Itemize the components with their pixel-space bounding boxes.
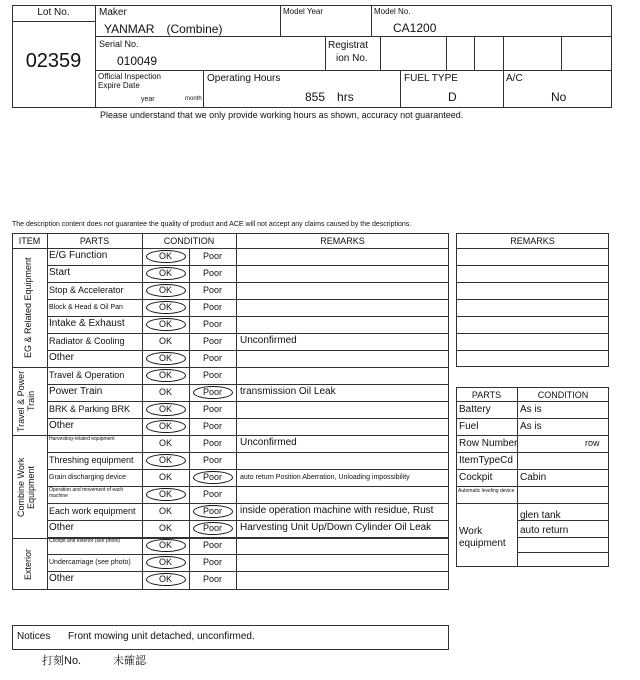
serial-value: 010049 [117,54,158,68]
side-divider [456,452,609,453]
header-divider [280,5,281,36]
ok-circle-mark [146,454,186,467]
row-ok-option: OK [158,557,172,567]
lot-value: 02359 [25,50,82,72]
fuel-type-label: FUEL TYPE [404,73,458,84]
row-poor-option: Poor [202,268,222,278]
row-divider [47,367,449,368]
registration-label: Registrat [328,40,369,51]
row-divider [47,571,449,572]
stamp-label: 打刻No. [42,655,82,667]
header-divider [95,36,612,37]
row-part-label: BRK & Parking BRK [49,404,131,414]
side-divider [456,401,609,402]
row-part-label: Each work equipment [49,506,136,516]
row-remark: Unconfirmed [240,335,297,346]
header-divider [371,5,372,36]
row-part-label: Stop & Accelerator [49,285,124,295]
registration-label: ion No. [336,53,368,64]
row-part-label: Operation and movement of each machine [49,487,124,499]
row-poor-option: Poor [202,421,222,431]
fuel-value: As is [520,421,542,432]
ok-circle-mark [146,539,186,552]
row-part-label: Threshing equipment [49,455,134,465]
ok-circle-mark [146,403,186,416]
row-remark: auto return Position Aberration, Unloading impossibility [240,474,410,481]
row-remark: Unconfirmed [240,437,297,448]
hours-value: 855 hrs [305,90,354,104]
header-divider [503,36,504,70]
ac-label: A/C [506,73,523,84]
row-ok-option: OK [158,523,172,533]
row-divider [47,265,449,266]
row-ok-option: OK [158,302,172,312]
row-divider [47,282,449,283]
row-ok-option: OK [158,319,172,329]
cockpit-value: Cabin [520,472,547,483]
side-divider [456,469,609,470]
row-divider [47,469,449,470]
item-type-label: ItemTypeCd [459,455,513,466]
notices-label: Notices [17,631,51,642]
model-no-label: Model No. [374,7,411,16]
cockpit-label: Cockpit [459,472,493,483]
header-divider [400,70,401,108]
right-remarks-header: REMARKS [510,236,555,246]
ac-value: No [551,90,567,104]
row-ok-option: OK [158,438,172,448]
side-divider [517,387,518,567]
ok-circle-mark [146,352,186,365]
row-divider [47,299,449,300]
row-ok-option: OK [158,421,172,431]
right-remarks-divider [456,316,609,317]
header-divider [503,70,504,108]
lot-label: Lot No. [37,7,70,18]
header-divider [12,21,95,22]
row-ok-option: OK [158,404,172,414]
row-poor-option: Poor [202,251,222,261]
row-ok-option: OK [158,336,172,346]
row-part-label: Harvesting-related equipment [49,436,115,442]
side-divider [456,435,609,436]
serial-label: Serial No. [99,39,139,49]
col-condition-header: CONDITION [163,236,215,246]
poor-circle-mark [193,471,233,484]
row-ok-option: OK [158,353,172,363]
row-part-label: Other [49,352,75,363]
row-poor-option: Poor [202,404,222,414]
row-ok-option: OK [158,370,172,380]
ok-circle-mark [146,573,186,586]
row-part-label: Power Train [49,386,103,397]
maker-value: YANMAR (Combine) [104,22,223,36]
header-divider [95,5,96,108]
row-part-label: Intake & Exhaust [49,318,125,329]
row-remark: transmission Oil Leak [240,386,336,397]
group-label-travel-line: Train [25,390,36,412]
row-ok-option: OK [158,472,172,482]
work-equipment-value: glen tank [520,510,561,521]
row-part-label: E/G Function [49,250,108,261]
row-divider [47,316,449,317]
group-label-eg: EG & Related Equipment [23,257,33,359]
row-part-label: Other [49,420,75,431]
row-poor-option: Poor [202,319,222,329]
row-ok-option: OK [158,574,172,584]
ok-circle-mark [146,267,186,280]
header-divider [203,70,204,108]
col-parts-header: PARTS [79,236,110,246]
row-part-label: Start [49,267,71,278]
poor-circle-mark [193,505,233,518]
row-ok-option: OK [158,387,172,397]
row-poor-option: Poor [202,285,222,295]
row-divider [47,554,449,555]
row-ok-option: OK [158,455,172,465]
work-equipment-label: equipment [459,538,506,549]
row-part-label: Other [49,573,75,584]
row-part-label: Undercarriage (see photo) [49,559,131,566]
side-divider [517,537,609,538]
row-poor-option: Poor [202,557,222,567]
right-remarks-table [456,233,609,367]
row-part-label: Other [49,522,75,533]
row-ok-option: OK [158,506,172,516]
poor-circle-mark [193,386,233,399]
row-divider [47,452,449,453]
header-divider [561,36,562,70]
row-ok-option: OK [158,540,172,550]
row-poor-option: Poor [202,353,222,363]
row-poor-option: Poor [202,455,222,465]
side-divider [456,418,609,419]
right-remarks-divider [456,350,609,351]
col-item-header: ITEM [18,236,41,246]
row-divider [47,401,449,402]
group-label-travel [17,370,37,432]
row-divider [47,333,449,334]
ok-circle-mark [146,250,186,263]
row-poor-option: Poor [202,302,222,312]
header-divider [446,36,447,70]
row-part-label: Grain discharging device [49,474,127,481]
row-divider [47,503,449,504]
row-ok-option: OK [158,489,172,499]
fuel-type-value: D [448,90,457,104]
ok-circle-mark [146,369,186,382]
col-remarks-header: REMARKS [320,236,365,246]
ok-circle-mark [146,301,186,314]
row-poor-option: Poor [202,472,222,482]
row-divider [47,350,449,351]
right-remarks-divider [456,282,609,283]
row-poor-option: Poor [202,370,222,380]
hours-label: Operating Hours [207,73,281,84]
fuel-label: Fuel [459,421,479,432]
side-col-condition-header: CONDITION [537,390,589,400]
month-label: month [185,96,202,102]
header-divider [95,70,612,71]
row-poor-option: Poor [202,523,222,533]
row-number-value: row [585,438,600,448]
row-remark: inside operation machine with residue, Rust [240,505,434,516]
right-remarks-divider [456,265,609,266]
work-equipment-label: Work [459,526,483,537]
row-ok-option: OK [158,268,172,278]
header-divider [474,36,475,70]
work-equipment-value: auto return [520,525,569,536]
inspection-label: Expire Date [98,81,140,90]
inspection-label: Official Inspection [98,72,161,81]
row-part-label: Cockpit and exterior (see photo) [49,538,121,544]
ok-circle-mark [146,556,186,569]
maker-label: Maker [99,7,127,18]
row-remark: Harvesting Unit Up/Down Cylinder Oil Leak [240,522,432,533]
row-ok-option: OK [158,285,172,295]
row-poor-option: Poor [202,387,222,397]
group-label-combine-line: Equipment [25,465,36,510]
ok-circle-mark [146,318,186,331]
group-label-travel-line: Travel & Power [16,370,26,432]
ok-circle-mark [146,488,186,501]
row-poor-option: Poor [202,574,222,584]
model-year-label: Model Year [283,7,324,16]
row-poor-option: Poor [202,438,222,448]
side-col-parts-header: PARTS [471,390,502,400]
ok-circle-mark [146,420,186,433]
battery-value: As is [520,404,542,415]
disclaimer: The description content does not guarantee the quality of product and ACE will not accept any claims caused by the descriptions. [12,221,412,228]
row-poor-option: Poor [202,336,222,346]
row-poor-option: Poor [202,506,222,516]
group-label-exterior: Exterior [23,548,33,580]
battery-label: Battery [459,404,491,415]
row-divider [47,418,449,419]
row-ok-option: OK [158,251,172,261]
notices-text: Front mowing unit detached, unconfirmed. [68,631,255,642]
right-remarks-divider [456,248,609,249]
row-number-label: Row Number [459,438,518,449]
row-part-label: Block & Head & Oil Pan [49,304,123,311]
row-part-label: Radiator & Cooling [49,336,125,346]
poor-circle-mark [193,522,233,535]
group-label-combine [17,440,37,535]
header-divider [380,36,381,70]
row-divider [47,384,449,385]
hours-accuracy-note: Please understand that we only provide working hours as shown, accuracy not guaranteed. [100,110,464,120]
right-remarks-divider [456,299,609,300]
row-part-label: Travel & Operation [49,370,125,380]
row-poor-option: Poor [202,540,222,550]
group-label-combine-line: Combine Work [16,457,26,518]
table-divider [12,248,449,249]
row-poor-option: Poor [202,489,222,499]
right-remarks-divider [456,333,609,334]
ok-circle-mark [146,284,186,297]
year-label: year [141,96,155,103]
side-divider [456,486,609,487]
auto-leveling-label: Automatic leveling device [458,488,515,494]
header-divider [325,36,326,70]
stamp-value: 未確認 [113,655,146,667]
model-no-value: CA1200 [393,21,437,35]
row-divider [47,520,449,521]
side-divider [517,552,609,553]
side-divider [456,503,609,504]
